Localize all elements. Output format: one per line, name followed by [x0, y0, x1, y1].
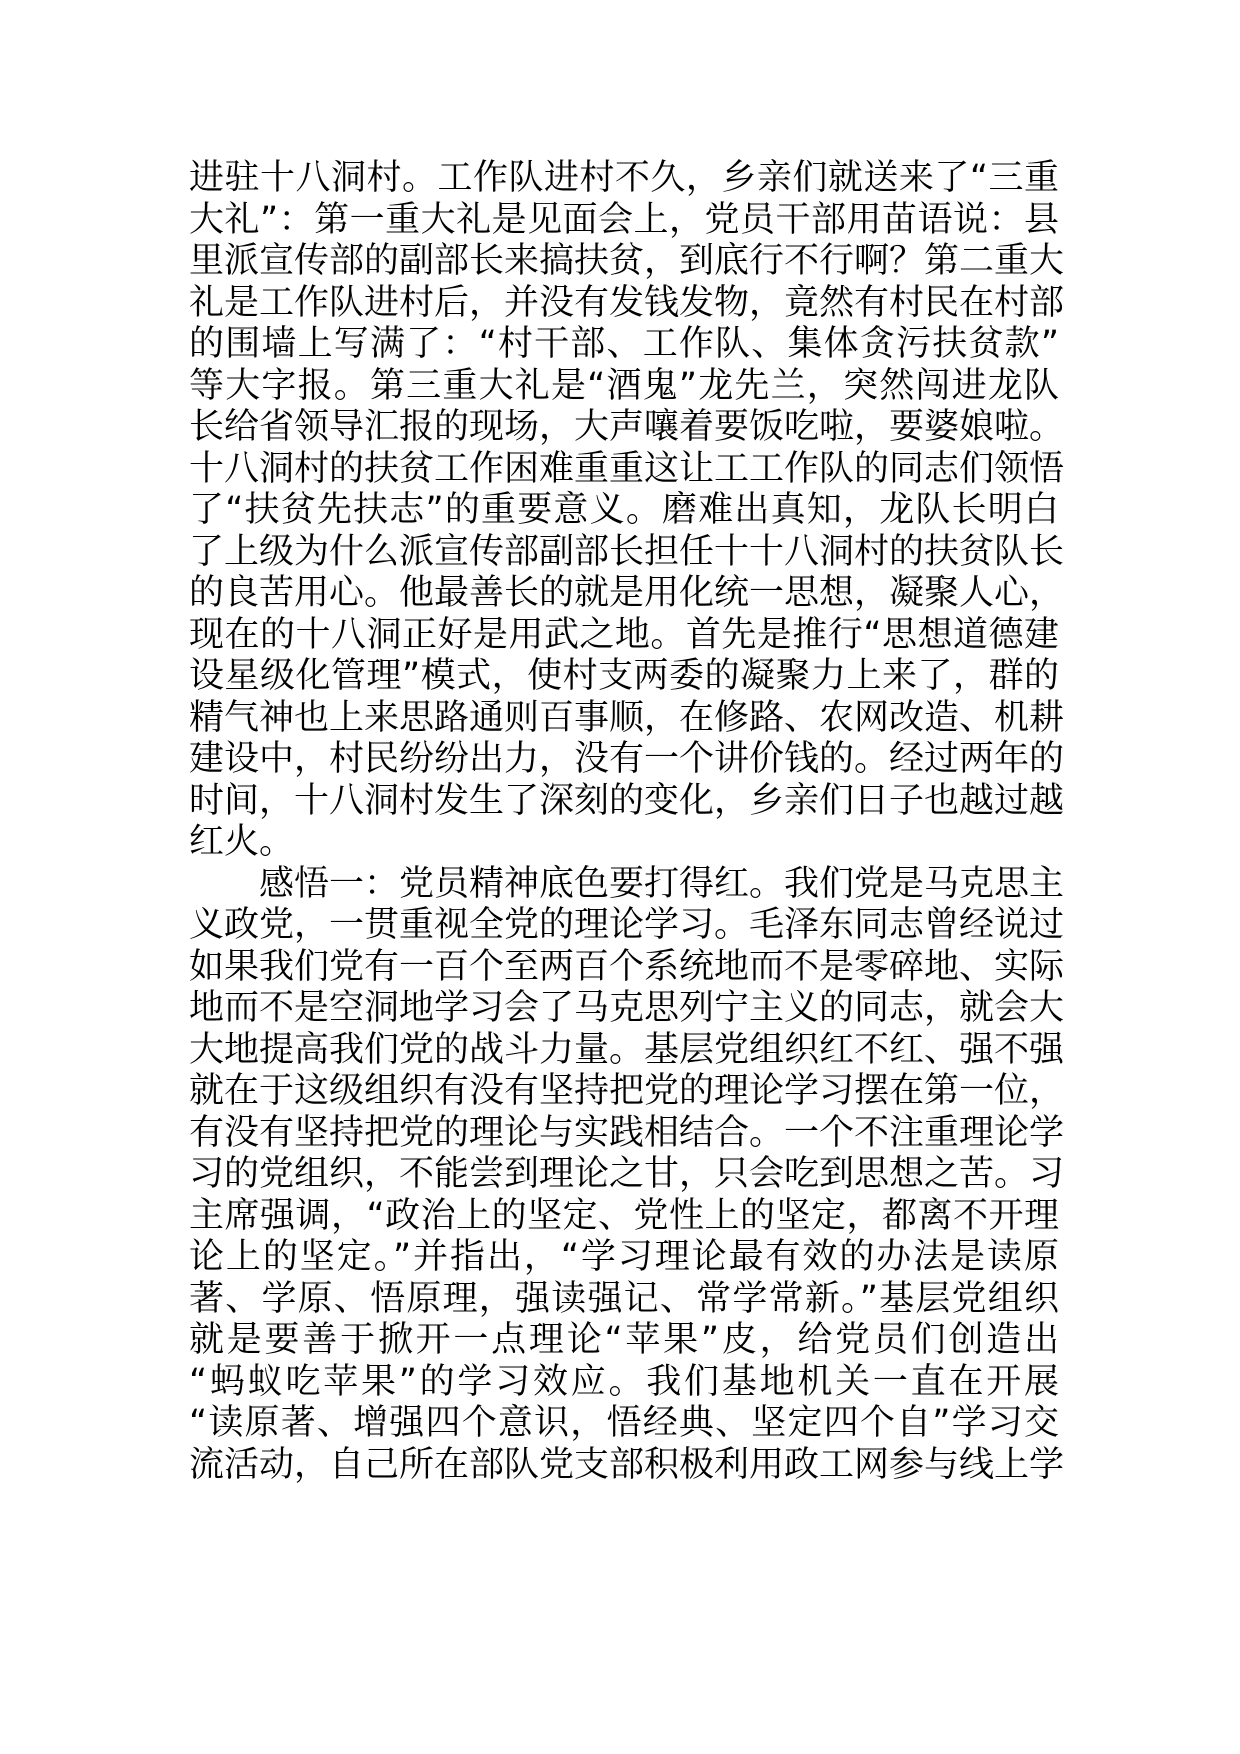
text-line: 义政党，一贯重视全党的理论学习。毛泽东同志曾经说过: [189, 905, 1065, 945]
text-line: 就是要善于掀开一点理论“苹果”皮，给党员们创造出: [189, 1320, 1059, 1360]
text-line: 里派宣传部的副部长来搞扶贫，到底行不行啊？第二重大: [189, 241, 1065, 281]
text-line: 感悟一：党员精神底色要打得红。我们党是马克思主: [259, 863, 1065, 904]
paragraph-reflection-one: [189, 863, 1065, 1487]
text-line: “读原著、增强四个意识，悟经典、坚定四个自”学习交: [189, 1403, 1059, 1443]
text-line: 主席强调，“政治上的坚定、党性上的坚定，都离不开理: [189, 1195, 1059, 1236]
text-line: 如果我们党有一百个至两百个系统地而不是零碎地、实际: [189, 946, 1065, 987]
text-line: 了“扶贫先扶志”的重要意义。磨难出真知，龙队长明白: [189, 490, 1059, 530]
document-body: [189, 158, 1065, 1486]
text-line: 进驻十八洞村。工作队进村不久，乡亲们就送来了“三重: [189, 158, 1059, 198]
text-line: 精气神也上来思路通则百事顺，在修路、农网改造、机耕: [189, 697, 1065, 738]
text-line: 有没有坚持把党的理论与实践相结合。一个不注重理论学: [189, 1112, 1065, 1153]
text-line: 地而不是空洞地学习会了马克思列宁主义的同志，就会大: [189, 988, 1065, 1028]
text-line: 论上的坚定。”并指出，“学习理论最有效的办法是读原: [189, 1237, 1059, 1277]
text-line: 现在的十八洞正好是用武之地。首先是推行“思想道德建: [189, 614, 1059, 655]
text-line: 长给省领导汇报的现场，大声嚷着要饭吃啦，要婆娘啦。: [189, 407, 1065, 447]
text-line: 大礼”：第一重大礼是见面会上，党员干部用苗语说：县: [189, 199, 1059, 240]
text-line: 的良苦用心。他最善长的就是用化统一思想，凝聚人心，: [189, 573, 1065, 613]
text-line: 著、学原、悟原理，强读强记、常学常新。”基层党组织: [189, 1278, 1059, 1319]
text-line: 时间，十八洞村发生了深刻的变化，乡亲们日子也越过越: [189, 780, 1065, 821]
text-line: 红火。: [189, 822, 295, 862]
text-line: 流活动，自己所在部队党支部积极利用政工网参与线上学: [189, 1444, 1065, 1485]
text-line: 建设中，村民纷纷出力，没有一个讲价钱的。经过两年的: [189, 739, 1065, 779]
text-line: “蚂蚁吃苹果”的学习效应。我们基地机关一直在开展: [189, 1361, 1059, 1402]
text-line: 了上级为什么派宣传部副部长担任十十八洞村的扶贫队长: [189, 531, 1065, 572]
text-line: 习的党组织，不能尝到理论之甘，只会吃到思想之苦。习: [189, 1154, 1065, 1194]
paragraph-narrative: [189, 158, 1065, 864]
text-line: 设星级化管理”模式，使村支两委的凝聚力上来了，群的: [189, 656, 1059, 696]
text-line: 等大字报。第三重大礼是“酒鬼”龙先兰，突然闯进龙队: [189, 365, 1059, 406]
text-line: 礼是工作队进村后，并没有发钱发物，竟然有村民在村部: [189, 282, 1065, 323]
text-line: 就在于这级组织有没有坚持把党的理论学习摆在第一位，: [189, 1071, 1065, 1111]
text-line: 十八洞村的扶贫工作困难重重这让工工作队的同志们领悟: [189, 448, 1065, 489]
text-line: 的围墙上写满了：“村干部、工作队、集体贪污扶贫款”: [189, 324, 1059, 364]
text-line: 大地提高我们党的战斗力量。基层党组织红不红、强不强: [189, 1029, 1065, 1070]
